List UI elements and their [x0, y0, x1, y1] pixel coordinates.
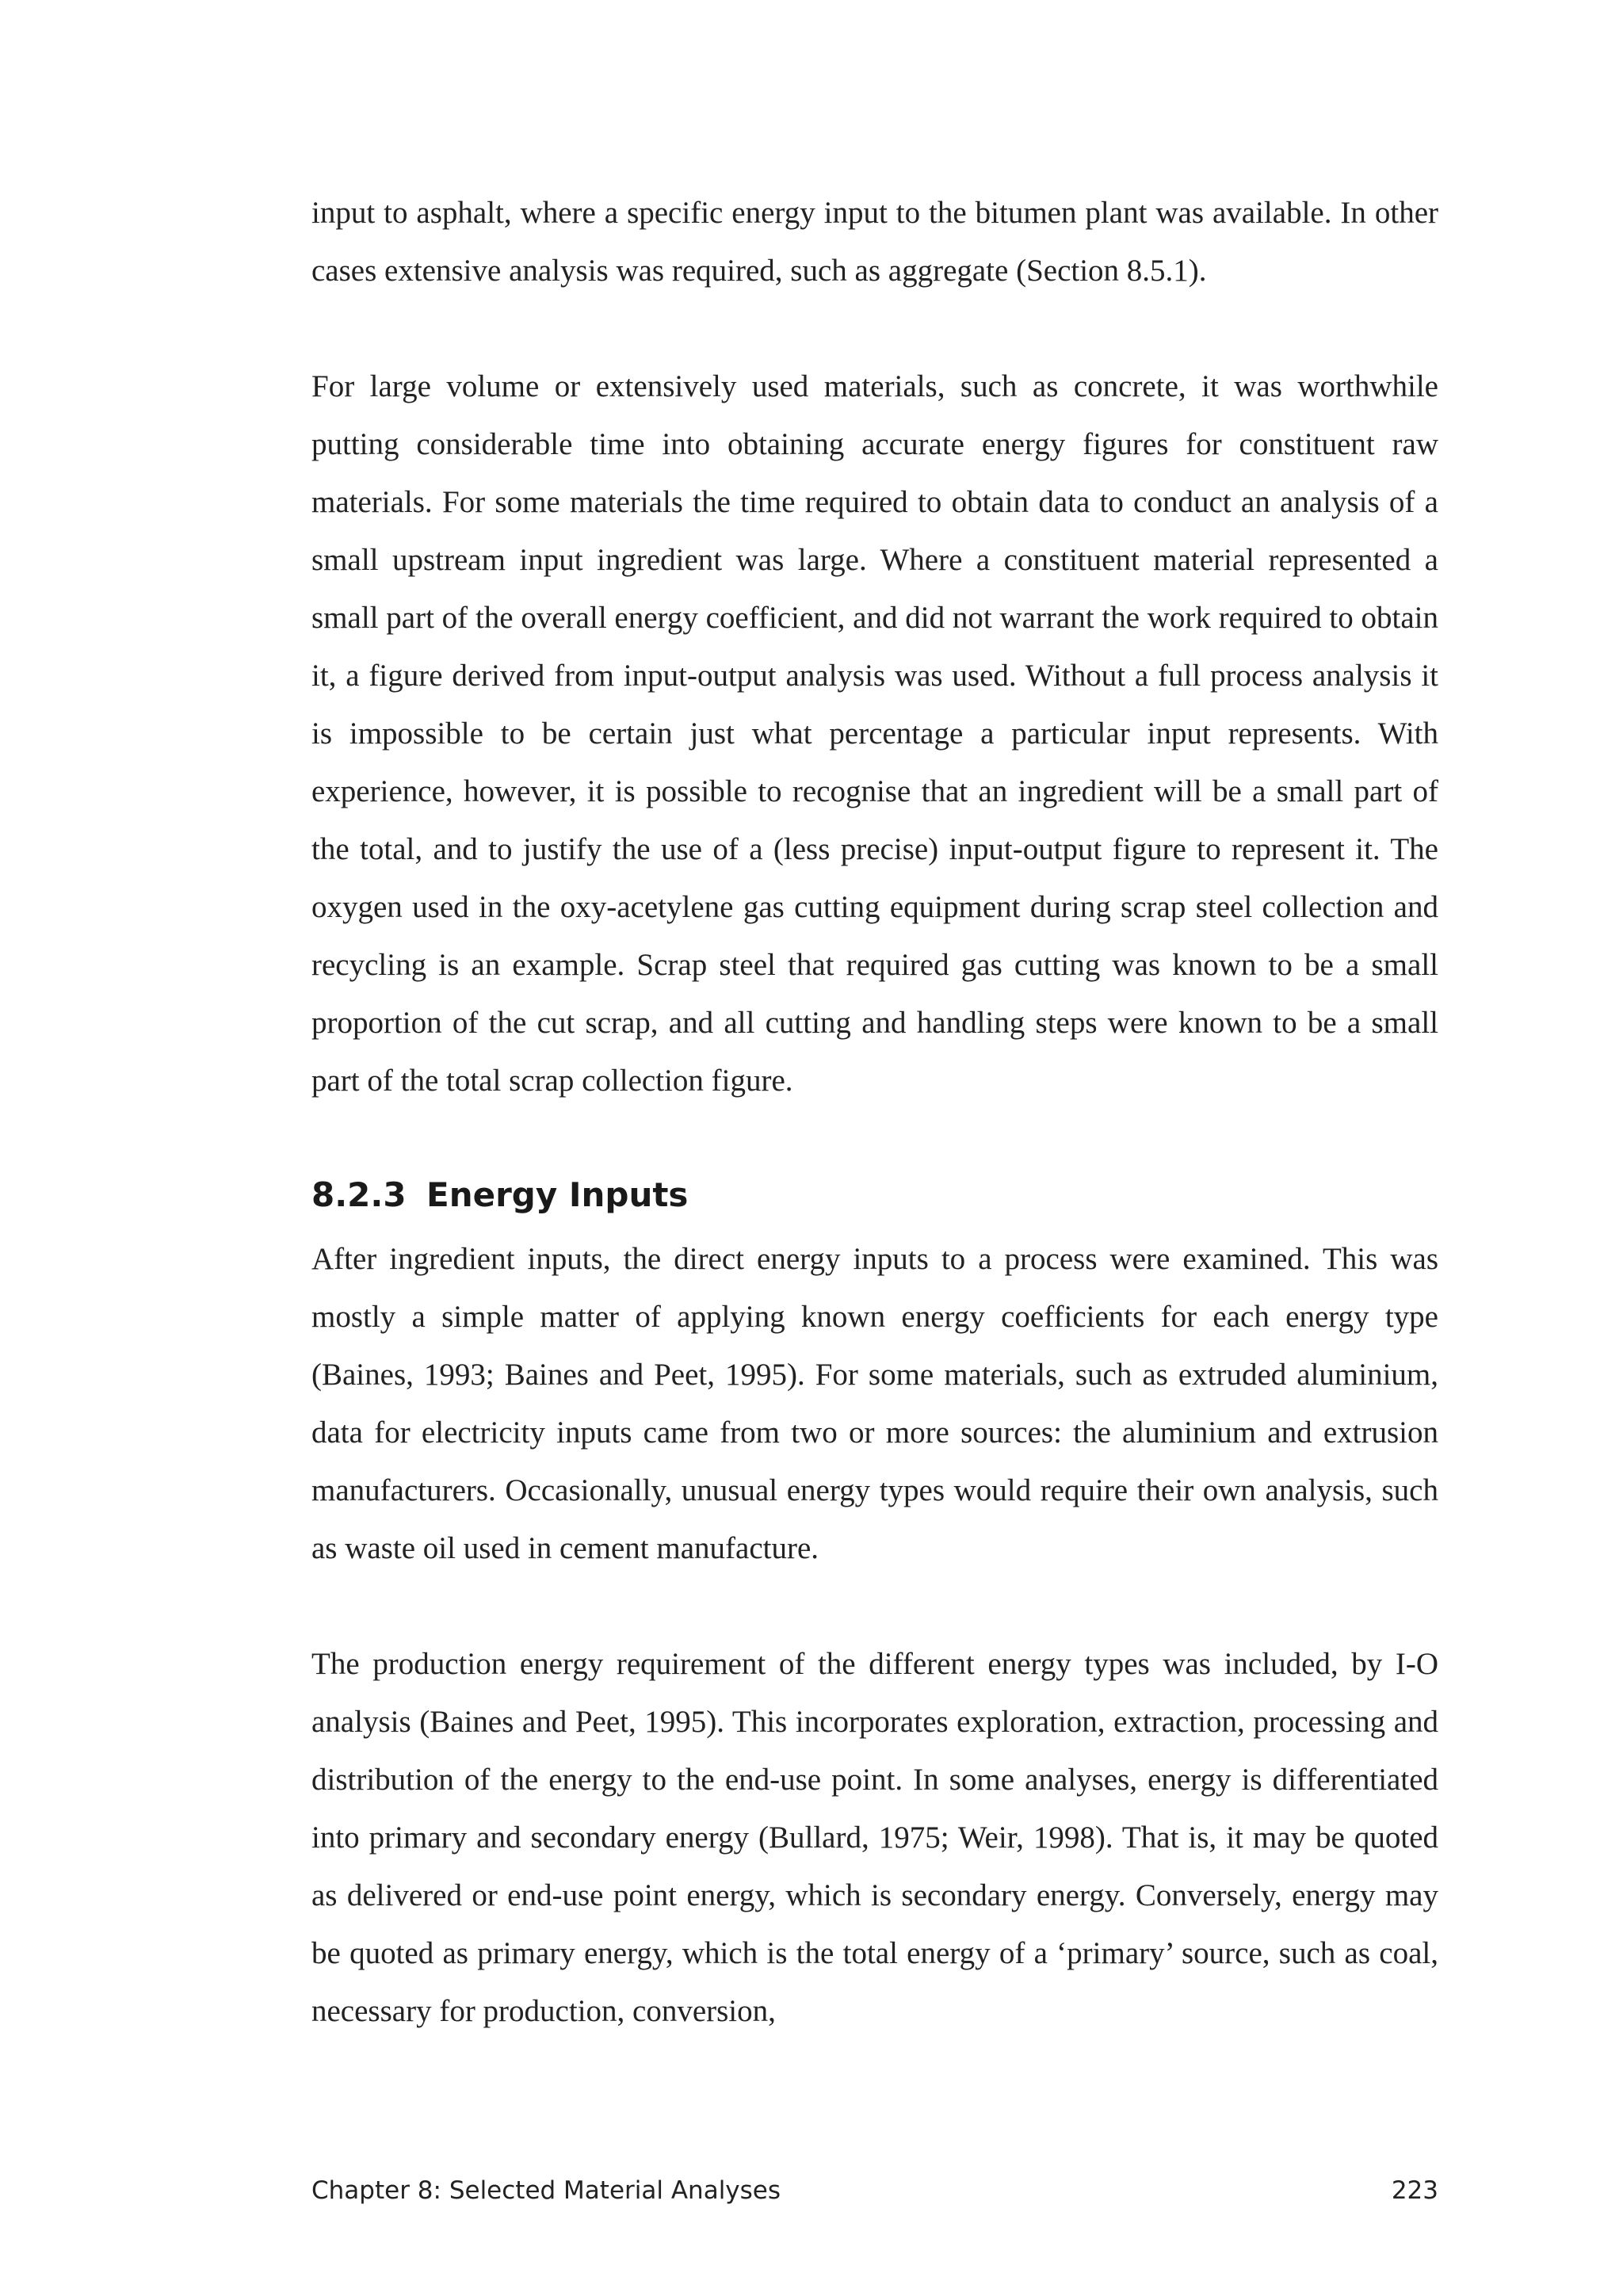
- section-title: Energy Inputs: [426, 1175, 689, 1214]
- page-body: [311, 184, 1438, 2040]
- section-heading: [311, 1171, 1438, 1219]
- footer-page-number: 223: [1391, 2176, 1438, 2205]
- paragraph-large-volume-materials: For large volume or extensively used materials, such as concrete, it was worthwhile putting considerable time into obtaining accurate energy figures for constituent raw materials. For some materials the time required to obtain data to conduct an analysis of a small upstream input ingredient was large. Where a constituent material represented a small part of the overall energy coefficient, and did not warrant the work required to obtain it, a figure derived from input-output analysis was used. Without a full process analysis it is impossible to be certain just what percentage a particular input represents. With experience, however, it is possible to recognise that an ingredient will be a small part of the total, and to justify the use of a (less precise) input-output figure to represent it. The oxygen used in the oxy-acetylene gas cutting equipment during scrap steel collection and recycling is an example. Scrap steel that required gas cutting was known to be a small proportion of the cut scrap, and all cutting and handling steps were known to be a small part of the total scrap collection figure.: [311, 369, 1438, 1098]
- paragraph-production-energy: The production energy requirement of the different energy types was included, by I-O analysis (Baines and Peet, 1995). This incorporates exploration, extraction, processing and distribution of the energy to the end-use point. In some analyses, energy is differentiated into primary and secondary energy (Bullard, 1975; Weir, 1998). That is, it may be quoted as delivered or end-use point energy, which is secondary energy. Conversely, energy may be quoted as primary energy, which is the total energy of a ‘primary’ source, such as coal, necessary for production, conversion,: [311, 1647, 1438, 2028]
- section-number: 8.2.3: [311, 1175, 407, 1214]
- page-footer: [311, 2176, 1438, 2205]
- footer-chapter-title: Chapter 8: Selected Material Analyses: [311, 2176, 781, 2205]
- paragraph-direct-energy-inputs: After ingredient inputs, the direct energy inputs to a process were examined. This was mostly a simple matter of applying known energy coefficients for each energy type (Baines, 1993; Baines and Peet, 1995). For some materials, such as extruded aluminium, data for electricity inputs came from two or more sources: the aluminium and extrusion manufacturers. Occasionally, unusual energy types would require their own analysis, such as waste oil used in cement manufacture.: [311, 1242, 1438, 1565]
- paragraph-asphalt: input to asphalt, where a specific energy input to the bitumen plant was available. In other cases extensive analysis was required, such as aggregate (Section 8.5.1).: [311, 196, 1438, 288]
